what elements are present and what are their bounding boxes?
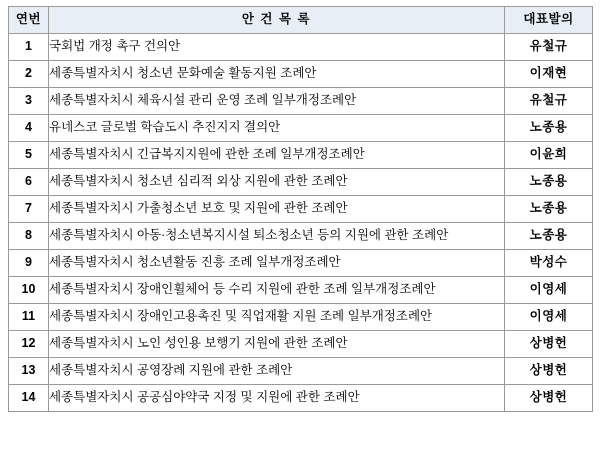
- cell-no: 3: [9, 88, 49, 115]
- header-representative: 대표발의: [505, 7, 593, 34]
- cell-representative: 유철규: [505, 34, 593, 61]
- header-title: 안 건 목 록: [49, 7, 505, 34]
- header-no: 연번: [9, 7, 49, 34]
- cell-agenda-title: 국회법 개정 촉구 건의안: [49, 34, 505, 61]
- table-row: [9, 88, 593, 115]
- cell-no: 9: [9, 250, 49, 277]
- cell-no: 2: [9, 61, 49, 88]
- table-row: [9, 250, 593, 277]
- table-row: [9, 34, 593, 61]
- cell-representative: 노종용: [505, 223, 593, 250]
- table-row: [9, 61, 593, 88]
- header-row: [9, 7, 593, 34]
- cell-representative: 이영세: [505, 277, 593, 304]
- cell-agenda-title: 세종특별자치시 아동·청소년복지시설 퇴소청소년 등의 지원에 관한 조례안: [49, 223, 505, 250]
- cell-no: 11: [9, 304, 49, 331]
- cell-agenda-title: 세종특별자치시 청소년 심리적 외상 지원에 관한 조례안: [49, 169, 505, 196]
- table-row: [9, 385, 593, 412]
- cell-agenda-title: 세종특별자치시 가출청소년 보호 및 지원에 관한 조례안: [49, 196, 505, 223]
- table-row: [9, 331, 593, 358]
- cell-agenda-title: 세종특별자치시 체육시설 관리 운영 조례 일부개정조례안: [49, 88, 505, 115]
- cell-no: 8: [9, 223, 49, 250]
- cell-agenda-title: 세종특별자치시 노인 성인용 보행기 지원에 관한 조례안: [49, 331, 505, 358]
- cell-agenda-title: 세종특별자치시 장애인휠체어 등 수리 지원에 관한 조례 일부개정조례안: [49, 277, 505, 304]
- cell-no: 7: [9, 196, 49, 223]
- cell-no: 4: [9, 115, 49, 142]
- cell-representative: 상병헌: [505, 331, 593, 358]
- cell-no: 13: [9, 358, 49, 385]
- agenda-table: [8, 6, 593, 412]
- table-row: [9, 358, 593, 385]
- table-row: [9, 196, 593, 223]
- cell-agenda-title: 세종특별자치시 공공심야약국 지정 및 지원에 관한 조례안: [49, 385, 505, 412]
- table-row: [9, 142, 593, 169]
- cell-representative: 노종용: [505, 196, 593, 223]
- cell-no: 6: [9, 169, 49, 196]
- cell-representative: 이재현: [505, 61, 593, 88]
- table-row: [9, 304, 593, 331]
- cell-representative: 이영세: [505, 304, 593, 331]
- table-row: [9, 115, 593, 142]
- cell-representative: 노종용: [505, 115, 593, 142]
- cell-representative: 이윤희: [505, 142, 593, 169]
- cell-no: 12: [9, 331, 49, 358]
- cell-agenda-title: 세종특별자치시 청소년활동 진흥 조례 일부개정조례안: [49, 250, 505, 277]
- cell-representative: 상병헌: [505, 385, 593, 412]
- table-row: [9, 223, 593, 250]
- cell-agenda-title: 세종특별자치시 긴급복지지원에 관한 조례 일부개정조례안: [49, 142, 505, 169]
- table-body: [9, 34, 593, 412]
- cell-representative: 노종용: [505, 169, 593, 196]
- cell-agenda-title: 세종특별자치시 공영장례 지원에 관한 조례안: [49, 358, 505, 385]
- cell-representative: 상병헌: [505, 358, 593, 385]
- cell-no: 14: [9, 385, 49, 412]
- cell-agenda-title: 세종특별자치시 청소년 문화예술 활동지원 조례안: [49, 61, 505, 88]
- cell-representative: 박성수: [505, 250, 593, 277]
- cell-agenda-title: 유네스코 글로벌 학습도시 추진지지 결의안: [49, 115, 505, 142]
- cell-representative: 유철규: [505, 88, 593, 115]
- cell-no: 5: [9, 142, 49, 169]
- table-header: [9, 7, 593, 34]
- table-row: [9, 277, 593, 304]
- cell-no: 10: [9, 277, 49, 304]
- table-row: [9, 169, 593, 196]
- cell-no: 1: [9, 34, 49, 61]
- cell-agenda-title: 세종특별자치시 장애인고용촉진 및 직업재활 지원 조례 일부개정조례안: [49, 304, 505, 331]
